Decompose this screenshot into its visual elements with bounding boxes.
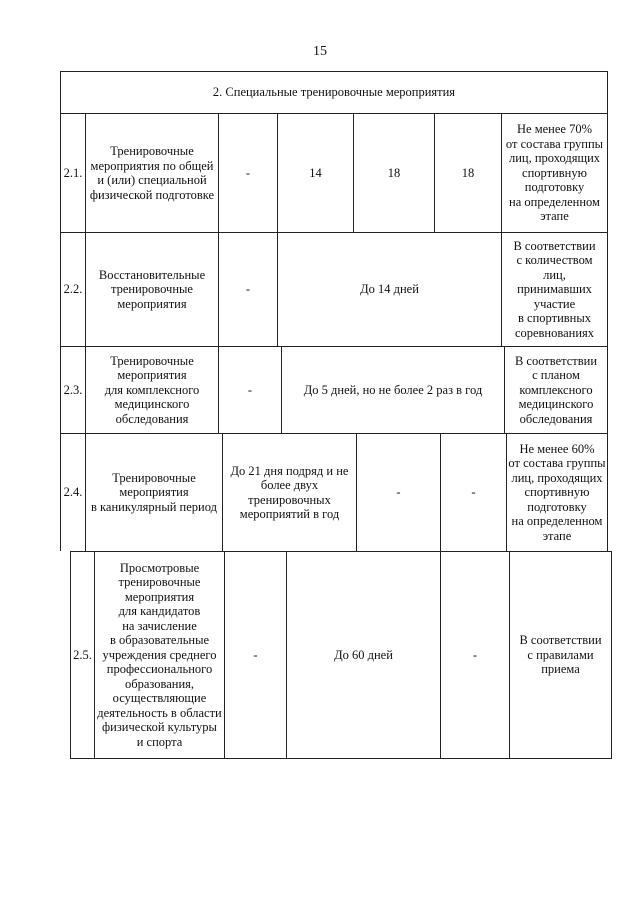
activity-name: [85, 232, 218, 346]
activity-name-line: мероприятия: [117, 296, 187, 311]
value-text: -: [472, 647, 478, 662]
value-cell: [277, 113, 353, 232]
note-line: обследования: [519, 411, 593, 426]
row-number: [60, 113, 85, 232]
row-number-text: 2.4.: [63, 485, 83, 500]
value-cell: [440, 551, 509, 758]
row-number-text: 2.5.: [73, 647, 92, 662]
note-line: от состава группы: [508, 456, 606, 471]
activity-name-line: для комплексного: [104, 382, 200, 397]
note-line: подготовку: [527, 499, 587, 514]
value-cell: [440, 433, 506, 551]
activity-name-line: и спорта: [136, 734, 183, 749]
value-line: До 21 дня подряд и не: [230, 463, 349, 478]
activity-name-line: образования,: [124, 676, 195, 691]
note-line: Не менее 70%: [517, 122, 592, 137]
activity-name-line: учреждения среднего: [102, 647, 217, 662]
activity-name-line: Тренировочные: [112, 470, 196, 485]
activity-name-line: профессионального: [106, 662, 213, 677]
value-text: До 60 дней: [334, 647, 393, 662]
note-line: приема: [541, 662, 580, 677]
value-text: -: [471, 485, 476, 500]
note-cell: [504, 346, 608, 433]
value-line: более двух: [260, 478, 319, 492]
note-line: медицинского: [518, 397, 594, 412]
value-cell: [218, 346, 281, 433]
value-line: тренировочных: [248, 492, 331, 507]
merged-value-cell: [286, 551, 440, 758]
activity-name-line: и (или) специальной: [97, 173, 207, 187]
note-line: соревнованиях: [514, 325, 595, 340]
activity-name-line: физической культуры: [102, 720, 217, 735]
value-text: 18: [387, 165, 401, 180]
note-line: на определенном: [509, 194, 600, 209]
activity-name-line: Тренировочные: [110, 144, 194, 158]
note-line: Не менее 60%: [519, 441, 595, 456]
note-line: принимавших: [517, 282, 592, 297]
activity-name-line: медицинского: [114, 397, 190, 412]
row-number-text: 2.2.: [63, 282, 83, 297]
row-number-text: 2.1.: [63, 165, 83, 180]
note-line: на определенном: [511, 514, 603, 529]
note-line: этапе: [542, 528, 572, 543]
note-line: В соответствии: [519, 633, 602, 648]
section-title: 2. Специальные тренировочные мероприятия: [212, 85, 456, 99]
value-text: -: [247, 382, 253, 397]
row-number: [60, 433, 85, 551]
value-cell: [353, 113, 434, 232]
note-line: лиц, проходящих: [511, 470, 603, 485]
activity-name-line: тренировочные: [118, 575, 201, 590]
activity-name-line: Тренировочные: [110, 353, 194, 368]
value-cell: [224, 551, 286, 758]
note-line: В соответствии: [514, 353, 598, 368]
value-text: -: [245, 165, 251, 180]
value-text: -: [245, 282, 251, 297]
value-line: мероприятий в год: [239, 507, 340, 521]
note-line: этапе: [540, 209, 569, 224]
activity-name-line: Просмотровые: [119, 560, 200, 575]
value-text: До 5 дней, но не более 2 раз в год: [303, 382, 483, 397]
activity-name-line: мероприятия: [124, 589, 195, 604]
note-line: комплексного: [519, 382, 593, 397]
note-line: с планом: [532, 368, 580, 383]
note-line: с количеством: [516, 253, 593, 268]
activity-name: [85, 433, 222, 551]
activity-name: [94, 551, 224, 758]
activity-name-line: осуществляющие: [112, 691, 207, 706]
activity-name-line: деятельность в области: [97, 705, 222, 720]
page-number: 15: [313, 44, 327, 59]
note-line: от состава группы: [505, 136, 604, 151]
note-line: лиц,: [543, 267, 566, 282]
table-bottom-border: [70, 758, 612, 759]
note-line: в спортивных: [518, 311, 591, 326]
note-line: спортивную: [524, 485, 590, 500]
note-line: лиц, проходящих: [508, 151, 601, 166]
value-text: 14: [309, 165, 322, 180]
row-number: [70, 551, 94, 758]
note-cell: [506, 433, 608, 551]
activity-name-line: мероприятия: [119, 485, 189, 500]
value-cell: [218, 232, 277, 346]
note-cell: [501, 232, 608, 346]
activity-name-line: для кандидатов: [118, 604, 201, 619]
value-cell: [434, 113, 501, 232]
value-text: 18: [461, 165, 475, 180]
note-line: В соответствии: [513, 238, 596, 253]
note-line: участие: [533, 296, 576, 311]
value-text: До 14 дней: [360, 282, 419, 297]
activity-name-line: на зачисление: [122, 618, 197, 633]
note-line: спортивную: [522, 165, 587, 180]
activity-name: [85, 113, 218, 232]
merged-value-cell: [222, 433, 356, 551]
note-line: с правилами: [527, 647, 594, 662]
activity-name: [85, 346, 218, 433]
merged-value-cell: [277, 232, 501, 346]
row-number: [60, 346, 85, 433]
note-cell: [501, 113, 608, 232]
value-text: -: [253, 647, 258, 662]
activity-name-line: мероприятия: [117, 368, 187, 383]
activity-name-line: тренировочные: [111, 282, 193, 297]
note-cell: [509, 551, 612, 758]
note-line: подготовку: [524, 180, 585, 195]
section-header: [60, 71, 608, 113]
activity-name-line: мероприятия по общей: [90, 158, 214, 173]
value-cell: [218, 113, 277, 232]
value-cell: [356, 433, 440, 551]
activity-name-line: в каникулярный период: [90, 499, 217, 514]
activity-name-line: обследования: [115, 411, 189, 426]
value-text: -: [396, 485, 401, 500]
row-number: [60, 232, 85, 346]
row-number-text: 2.3.: [63, 382, 83, 397]
merged-value-cell: [281, 346, 504, 433]
activity-name-line: Восстановительные: [98, 267, 206, 282]
activity-name-line: физической подготовке: [89, 187, 215, 202]
activity-name-line: в образовательные: [109, 633, 210, 648]
